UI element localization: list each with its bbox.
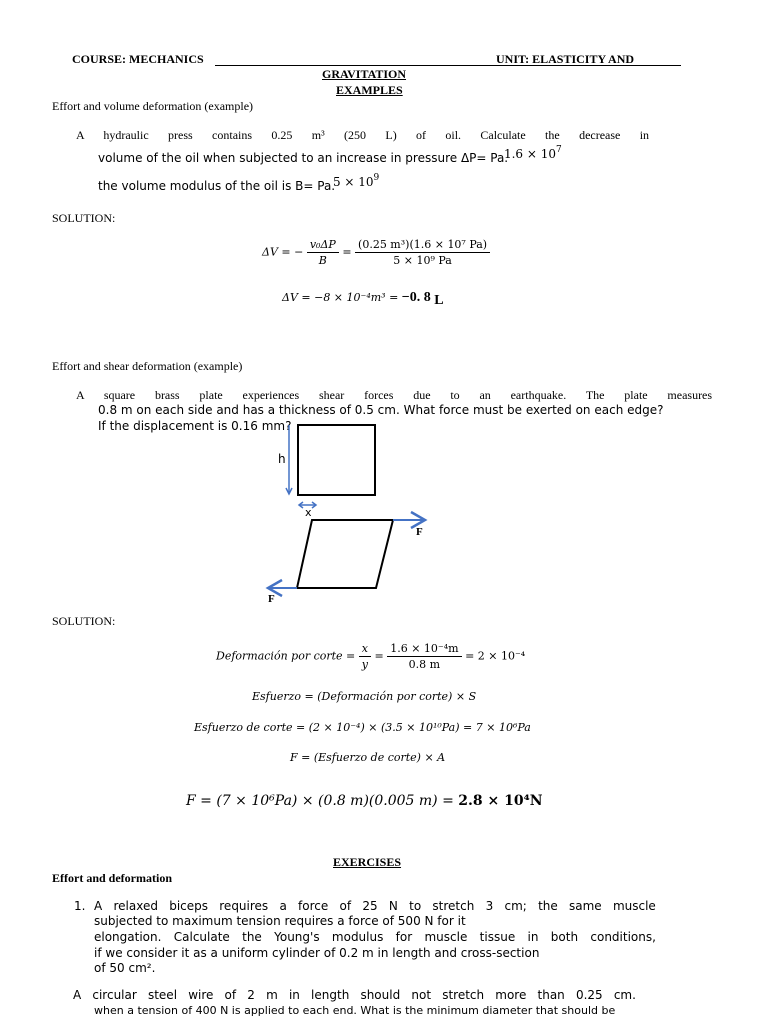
label-f-left: F — [268, 593, 275, 605]
equation-shear-4: F = (Esfuerzo de corte) × A — [290, 751, 446, 764]
unit-label: UNIT: ELASTICITY AND — [496, 52, 635, 66]
exercise-1-number: 1. — [74, 899, 86, 913]
exercise-2-line2: when a tension of 400 N is applied to each end. What is the minimum diameter that should be — [94, 1004, 616, 1017]
section-heading-shear: Effort and shear deformation (example) — [52, 359, 243, 373]
equation-shear-1: Deformación por corte = $\frac{x}{y}$ = $\frac{\text{1.6 × 10⁻⁴m}}{0.8 m}$ = 2 × 10⁻⁴ — [216, 642, 526, 671]
problem-volume-line1: A hydraulic press contains 0.25 m³ (250 L) of oil. Calculate the decrease in — [76, 128, 650, 142]
pressure-value: 1.6 × 10 — [503, 147, 556, 161]
equation-volume-2: ΔV = −8 × 10⁻⁴m³ = −0. 8 L — [282, 290, 444, 308]
solution-label-2: SOLUTION: — [52, 614, 116, 628]
course-label: COURSE: MECHANICS — [72, 52, 204, 66]
volume-result: −0. 8 — [401, 290, 431, 305]
problem-shear-line2: 0.8 m on each side and has a thickness of 0.5 cm. What force must be exerted on each edge? — [98, 403, 664, 417]
problem-shear-line1: A square brass plate experiences shear forces due to an earthquake. The plate measures — [76, 388, 713, 402]
exercises-heading: Effort and deformation — [52, 871, 172, 885]
exercise-1-line2: subjected to maximum tension requires a force of 500 N for it — [94, 914, 466, 928]
label-h: h — [278, 452, 286, 466]
exercise-1-line1: A relaxed biceps requires a force of 25 N to stretch 3 cm; the same muscle — [94, 899, 656, 913]
equation-shear-3: Esfuerzo de corte = (2 × 10⁻⁴) × (3.5 × 10¹⁰Pa) = 7 × 10⁶Pa — [194, 721, 531, 734]
section-heading-volume: Effort and volume deformation (example) — [52, 99, 254, 113]
problem-shear-line3: If the displacement is 0.16 mm? — [98, 419, 292, 433]
exercise-2-line1: A circular steel wire of 2 m in length should not stretch more than 0.25 cm. — [73, 988, 636, 1002]
title-examples: EXAMPLES — [336, 83, 403, 97]
modulus-value: 5 × 10 — [332, 175, 374, 189]
label-f-right: F — [416, 526, 423, 538]
force-result: 2.8 × 10⁴N — [458, 793, 543, 809]
exercise-1-line4: if we consider it as a uniform cylinder of 0.2 m in length and cross-section — [94, 946, 540, 960]
title-gravitation: GRAVITATION — [322, 67, 407, 81]
shear-diagram — [262, 420, 442, 610]
equation-shear-2: Esfuerzo = (Deformación por corte) × S — [252, 690, 477, 703]
equation-volume-1: ΔV = − $\frac{\text{v₀ΔP}}{B}$ = $\frac{\text{(0.25 m³)(1.6 × 10⁷ Pa)}}{\text{5 × 10⁹ Pa}}$ — [262, 238, 490, 267]
equation-shear-5: F = (7 × 10⁶Pa) × (0.8 m)(0.005 m) = 2.8 × 10⁴N — [186, 793, 543, 809]
parallelogram-shape — [297, 520, 393, 588]
solution-label-1: SOLUTION: — [52, 211, 116, 225]
problem-volume-line3: the volume modulus of the oil is B= Pa. $5 \times 10^9$ — [98, 173, 380, 193]
problem-volume-line2: volume of the oil when subjected to an increase in pressure ΔP= Pa. $1.6 \times 10^7$ — [98, 145, 562, 165]
exercise-1-line3: elongation. Calculate the Young's modulus for muscle tissue in both conditions, — [94, 930, 656, 944]
exercise-1-line5: of 50 cm². — [94, 961, 156, 975]
exercises-title: EXERCISES — [333, 855, 402, 869]
square-shape — [298, 425, 375, 495]
label-x: x — [305, 506, 312, 519]
